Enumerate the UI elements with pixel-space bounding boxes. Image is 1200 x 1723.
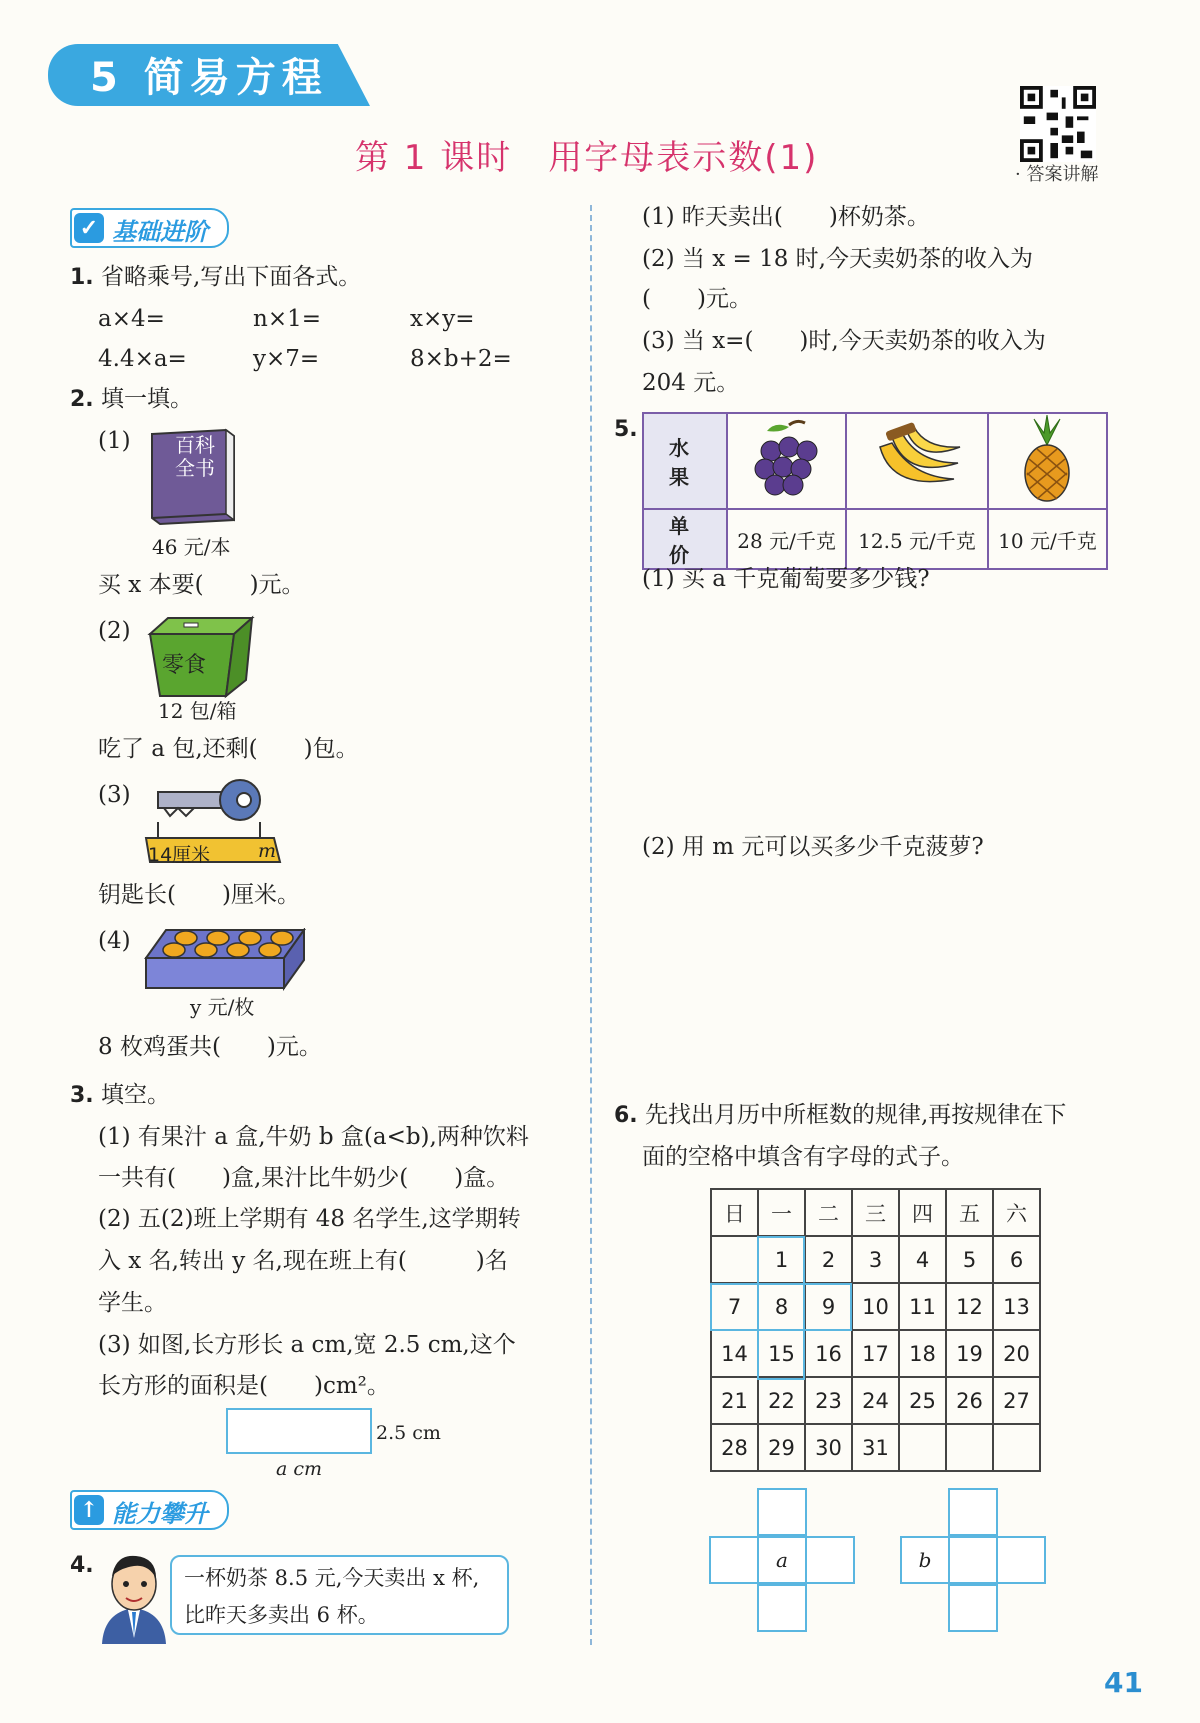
day-cell: 18 — [899, 1330, 946, 1377]
section-badge-basic: ✓ 基础进阶 — [70, 208, 229, 248]
runner-icon: ✓ — [74, 213, 104, 243]
day-cell: 11 — [899, 1283, 946, 1330]
day-cell: 3 — [852, 1236, 899, 1283]
day-cell: 1 — [758, 1236, 805, 1283]
day-cell — [899, 1424, 946, 1471]
q3-line: 入 x 名,转出 y 名,现在班上有( )名 — [98, 1248, 508, 1274]
cross-b-right[interactable] — [996, 1536, 1046, 1584]
climber-icon: ↑ — [74, 1495, 104, 1525]
q1-item: n×1= — [253, 306, 321, 332]
day-cell: 9 — [805, 1283, 852, 1330]
day-cell: 16 — [805, 1330, 852, 1377]
q4-number: 4. — [70, 1553, 94, 1578]
teacher-avatar — [98, 1550, 170, 1644]
egg-tray-icon — [144, 928, 308, 992]
calendar-week-row — [711, 1424, 1040, 1471]
q1-item: x×y= — [410, 306, 475, 332]
q4-sub-2-cont: ( )元。 — [642, 286, 752, 312]
q6-prompt-cont: 面的空格中填含有字母的式子。 — [642, 1144, 964, 1170]
q1-item: 4.4×a= — [98, 346, 187, 372]
cross-b-left: b — [900, 1536, 950, 1584]
day-cell: 23 — [805, 1377, 852, 1424]
egg-price: y 元/枚 — [190, 995, 255, 1019]
q2-part-label: (3) — [98, 782, 131, 808]
fruit-price-table — [642, 412, 1108, 570]
cross-a-top[interactable] — [757, 1488, 807, 1536]
day-cell: 22 — [758, 1377, 805, 1424]
weekday-cell: 日 — [711, 1189, 758, 1236]
weekday-cell: 六 — [993, 1189, 1040, 1236]
day-cell: 12 — [946, 1283, 993, 1330]
banana-icon — [872, 417, 962, 501]
book-price: 46 元/本 — [152, 535, 231, 559]
q2-answer-3: 钥匙长( )厘米。 — [98, 882, 300, 908]
rectangle-width-label: 2.5 cm — [376, 1422, 441, 1444]
day-cell: 10 — [852, 1283, 899, 1330]
q6-prompt: 6. 先找出月历中所框数的规律,再按规律在下 — [614, 1102, 1067, 1128]
book-title: 百科全书 — [175, 433, 215, 480]
lesson-title: 第 1 课时 用字母表示数(1) — [355, 138, 819, 178]
ruler-variable: m — [258, 840, 277, 862]
day-cell: 7 — [711, 1283, 758, 1330]
calendar-weekday-row — [711, 1189, 1040, 1236]
day-cell: 13 — [993, 1283, 1040, 1330]
page-number: 41 — [1104, 1666, 1143, 1699]
table-header-price: 单 价 — [643, 509, 727, 569]
day-cell: 5 — [946, 1236, 993, 1283]
day-cell: 19 — [946, 1330, 993, 1377]
cross-a-center: a — [757, 1536, 807, 1584]
price-grape: 28 元/千克 — [727, 509, 846, 569]
day-cell: 25 — [899, 1377, 946, 1424]
weekday-cell: 一 — [758, 1189, 805, 1236]
day-cell: 30 — [805, 1424, 852, 1471]
rectangle-length-label: a cm — [276, 1458, 323, 1480]
q4-sub-3-cont: 204 元。 — [642, 370, 740, 396]
q2-part-label: (1) — [98, 428, 131, 454]
bubble-line: 比昨天多卖出 6 杯。 — [184, 1603, 379, 1627]
grape-icon — [745, 417, 829, 501]
q4-sub-1: (1) 昨天卖出( )杯奶茶。 — [642, 204, 930, 230]
q1-item: y×7= — [253, 346, 320, 372]
day-cell: 8 — [758, 1283, 805, 1330]
pineapple-cell — [988, 413, 1107, 509]
q2-answer-1: 买 x 本要( )元。 — [98, 572, 305, 598]
q5-sub-2: (2) 用 m 元可以买多少千克菠萝? — [642, 834, 984, 860]
price-banana: 12.5 元/千克 — [846, 509, 988, 569]
banana-cell — [846, 413, 988, 509]
price-pineapple: 10 元/千克 — [988, 509, 1107, 569]
pineapple-icon — [1012, 415, 1082, 503]
q5-number: 5. — [614, 417, 638, 442]
box-label: 零食 — [162, 653, 207, 678]
q2-prompt: 2. 填一填。 — [70, 386, 193, 412]
day-cell: 27 — [993, 1377, 1040, 1424]
q2-part-label: (4) — [98, 928, 131, 954]
day-cell: 24 — [852, 1377, 899, 1424]
day-cell: 31 — [852, 1424, 899, 1471]
cross-a-left[interactable] — [709, 1536, 759, 1584]
cross-b-bottom[interactable] — [948, 1584, 998, 1632]
q2-part-label: (2) — [98, 618, 131, 644]
q3-prompt: 3. 填空。 — [70, 1082, 170, 1108]
q3-line: (1) 有果汁 a 盒,牛奶 b 盒(a<b),两种饮料 — [98, 1124, 529, 1150]
cross-a-right[interactable] — [805, 1536, 855, 1584]
q3-line: 学生。 — [98, 1290, 167, 1316]
box-count: 12 包/箱 — [158, 699, 237, 723]
ruler-length: 14厘米 — [148, 844, 211, 866]
day-cell — [711, 1236, 758, 1283]
weekday-cell: 三 — [852, 1189, 899, 1236]
day-cell: 26 — [946, 1377, 993, 1424]
q5-sub-1: (1) 买 a 千克葡萄要多少钱? — [642, 566, 930, 592]
column-divider — [590, 205, 592, 1645]
cross-a-bottom[interactable] — [757, 1584, 807, 1632]
q3-line: (2) 五(2)班上学期有 48 名学生,这学期转 — [98, 1206, 521, 1232]
weekday-cell: 二 — [805, 1189, 852, 1236]
q3-line: (3) 如图,长方形长 a cm,宽 2.5 cm,这个 — [98, 1332, 516, 1358]
q1-prompt: 1. 省略乘号,写出下面各式。 — [70, 264, 362, 290]
calendar-highlight-horizontal — [710, 1283, 852, 1331]
day-cell — [946, 1424, 993, 1471]
qr-code-icon[interactable] — [1020, 86, 1096, 162]
q2-answer-2: 吃了 a 包,还剩( )包。 — [98, 736, 359, 762]
q1-item: a×4= — [98, 306, 165, 332]
calendar-week-row — [711, 1377, 1040, 1424]
day-cell: 6 — [993, 1236, 1040, 1283]
q2-answer-4: 8 枚鸡蛋共( )元。 — [98, 1034, 322, 1060]
bubble-line: 一杯奶茶 8.5 元,今天卖出 x 杯, — [184, 1566, 480, 1590]
day-cell: 28 — [711, 1424, 758, 1471]
section-badge-advanced: ↑ 能力攀升 — [70, 1490, 229, 1530]
q4-sub-3: (3) 当 x=( )时,今天卖奶茶的收入为 — [642, 328, 1046, 354]
day-cell: 29 — [758, 1424, 805, 1471]
day-cell: 21 — [711, 1377, 758, 1424]
q3-line: 一共有( )盒,果汁比牛奶少( )盒。 — [98, 1165, 510, 1191]
day-cell — [993, 1424, 1040, 1471]
weekday-cell: 四 — [899, 1189, 946, 1236]
cross-b-top[interactable] — [948, 1488, 998, 1536]
q1-item: 8×b+2= — [410, 346, 512, 372]
grape-cell — [727, 413, 846, 509]
day-cell: 4 — [899, 1236, 946, 1283]
day-cell: 17 — [852, 1330, 899, 1377]
rectangle-figure — [226, 1408, 372, 1454]
day-cell: 15 — [758, 1330, 805, 1377]
q4-sub-2: (2) 当 x = 18 时,今天卖奶茶的收入为 — [642, 246, 1033, 272]
day-cell: 20 — [993, 1330, 1040, 1377]
cross-b-center[interactable] — [948, 1536, 998, 1584]
day-cell: 2 — [805, 1236, 852, 1283]
q3-line: 长方形的面积是( )cm²。 — [98, 1373, 390, 1399]
qr-caption: · 答案讲解 — [1015, 164, 1099, 185]
table-header-fruit: 水 果 — [643, 413, 727, 509]
day-cell: 14 — [711, 1330, 758, 1377]
weekday-cell: 五 — [946, 1189, 993, 1236]
chapter-heading: 5 简易方程 — [90, 55, 328, 101]
